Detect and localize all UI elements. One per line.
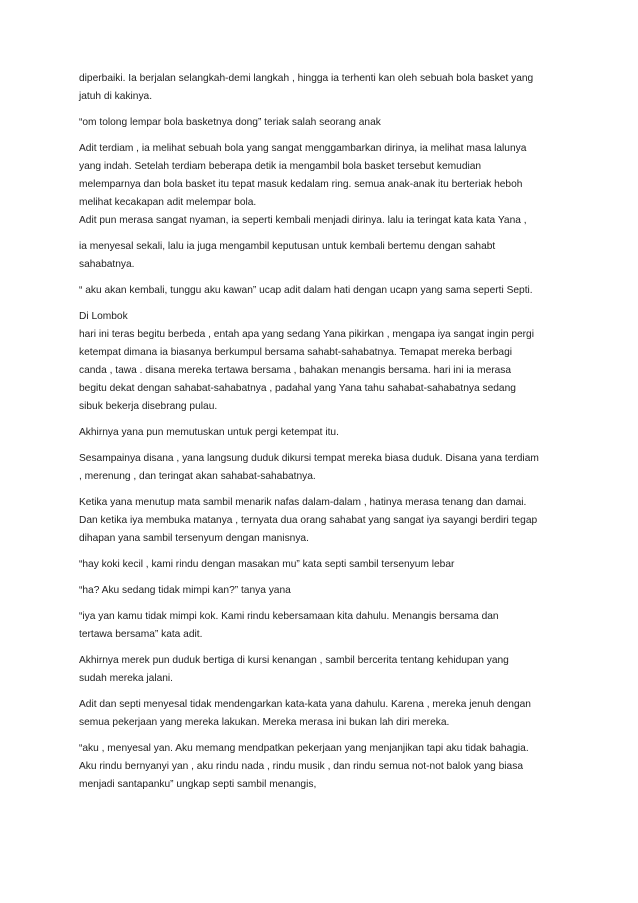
paragraph: Akhirnya yana pun memutuskan untuk pergi ketempat itu.: [79, 427, 339, 438]
paragraph: “iya yan kamu tidak mimpi kok. Kami rindu kebersamaan kita dahulu. Menangis bersama dan tertawa bersama” kata adit.: [79, 611, 499, 640]
paragraph: “ aku akan kembali, tunggu aku kawan” ucap adit dalam hati dengan ucapn yang sama seperti Septi.: [79, 285, 533, 296]
paragraph: Akhirnya merek pun duduk bertiga di kursi kenangan , sambil bercerita tentang kehidupan yang sudah mereka jalani.: [79, 655, 509, 684]
paragraph: “aku , menyesal yan. Aku memang mendpatkan pekerjaan yang menjanjikan tapi aku tidak bahagia. Aku rindu bernyanyi yan , aku rindu nada , rindu musik , dan rindu semua not-not balok yang biasa menjadi santapanku” ungkap septi sambil menangis,: [79, 743, 529, 790]
paragraph: “om tolong lempar bola basketnya dong” teriak salah seorang anak: [79, 117, 381, 128]
paragraph: “hay koki kecil , kami rindu dengan masakan mu” kata septi sambil tersenyum lebar: [79, 559, 455, 570]
paragraph: Adit dan septi menyesal tidak mendengarkan kata-kata yana dahulu. Karena , mereka jenuh dengan semua pekerjaan yang mereka lakukan. Mereka merasa ini bukan lah diri mereka.: [79, 699, 531, 728]
paragraph: Adit terdiam , ia melihat sebuah bola yang sangat menggambarkan dirinya, ia melihat masa lalunya yang indah. Setelah terdiam beberapa detik ia mengambil bola basket tersebut kemudian melemparnya dan bola basket itu tepat masuk kedalam ring. semua anak-anak itu berteriak heboh melihat kecakapan adit melempar bola. Adit pun merasa sangat nyaman, ia seperti kembali menjadi dirinya. lalu ia teringat kata kata Yana ,: [79, 143, 527, 226]
paragraph: Di Lombok hari ini teras begitu berbeda , entah apa yang sedang Yana pikirkan , mengapa iya sangat ingin pergi ketempat dimana ia biasanya berkumpul bersama sahabt-sahabatnya. Temapat mereka berbagi canda , tawa . disana mereka tertawa bersama , bahakan menangis bersama. hari ini ia merasa begitu dekat dengan sahabat-sahabatnya , padahal yang Yana tahu sahabat-sahabatnya sedang sibuk bekerja disebrang pulau.: [79, 311, 534, 412]
paragraph: diperbaiki. Ia berjalan selangkah-demi langkah , hingga ia terhenti kan oleh sebuah bola basket yang jatuh di kakinya.: [79, 73, 534, 102]
paragraph: ia menyesal sekali, lalu ia juga mengambil keputusan untuk kembali bertemu dengan sahabt sahabatnya.: [79, 241, 496, 270]
paragraph: “ha? Aku sedang tidak mimpi kan?” tanya yana: [79, 585, 291, 596]
document-body: [79, 70, 579, 802]
paragraph: Sesampainya disana , yana langsung duduk dikursi tempat mereka biasa duduk. Disana yana terdiam , merenung , dan teringat akan sahabat-sahabatnya.: [79, 453, 539, 482]
paragraph: Ketika yana menutup mata sambil menarik nafas dalam-dalam , hatinya merasa tenang dan damai. Dan ketika iya membuka matanya , ternyata dua orang sahabat yang sangat iya sayangi berdiri tegap dihapan yana sambil tersenyum dengan manisnya.: [79, 497, 538, 544]
